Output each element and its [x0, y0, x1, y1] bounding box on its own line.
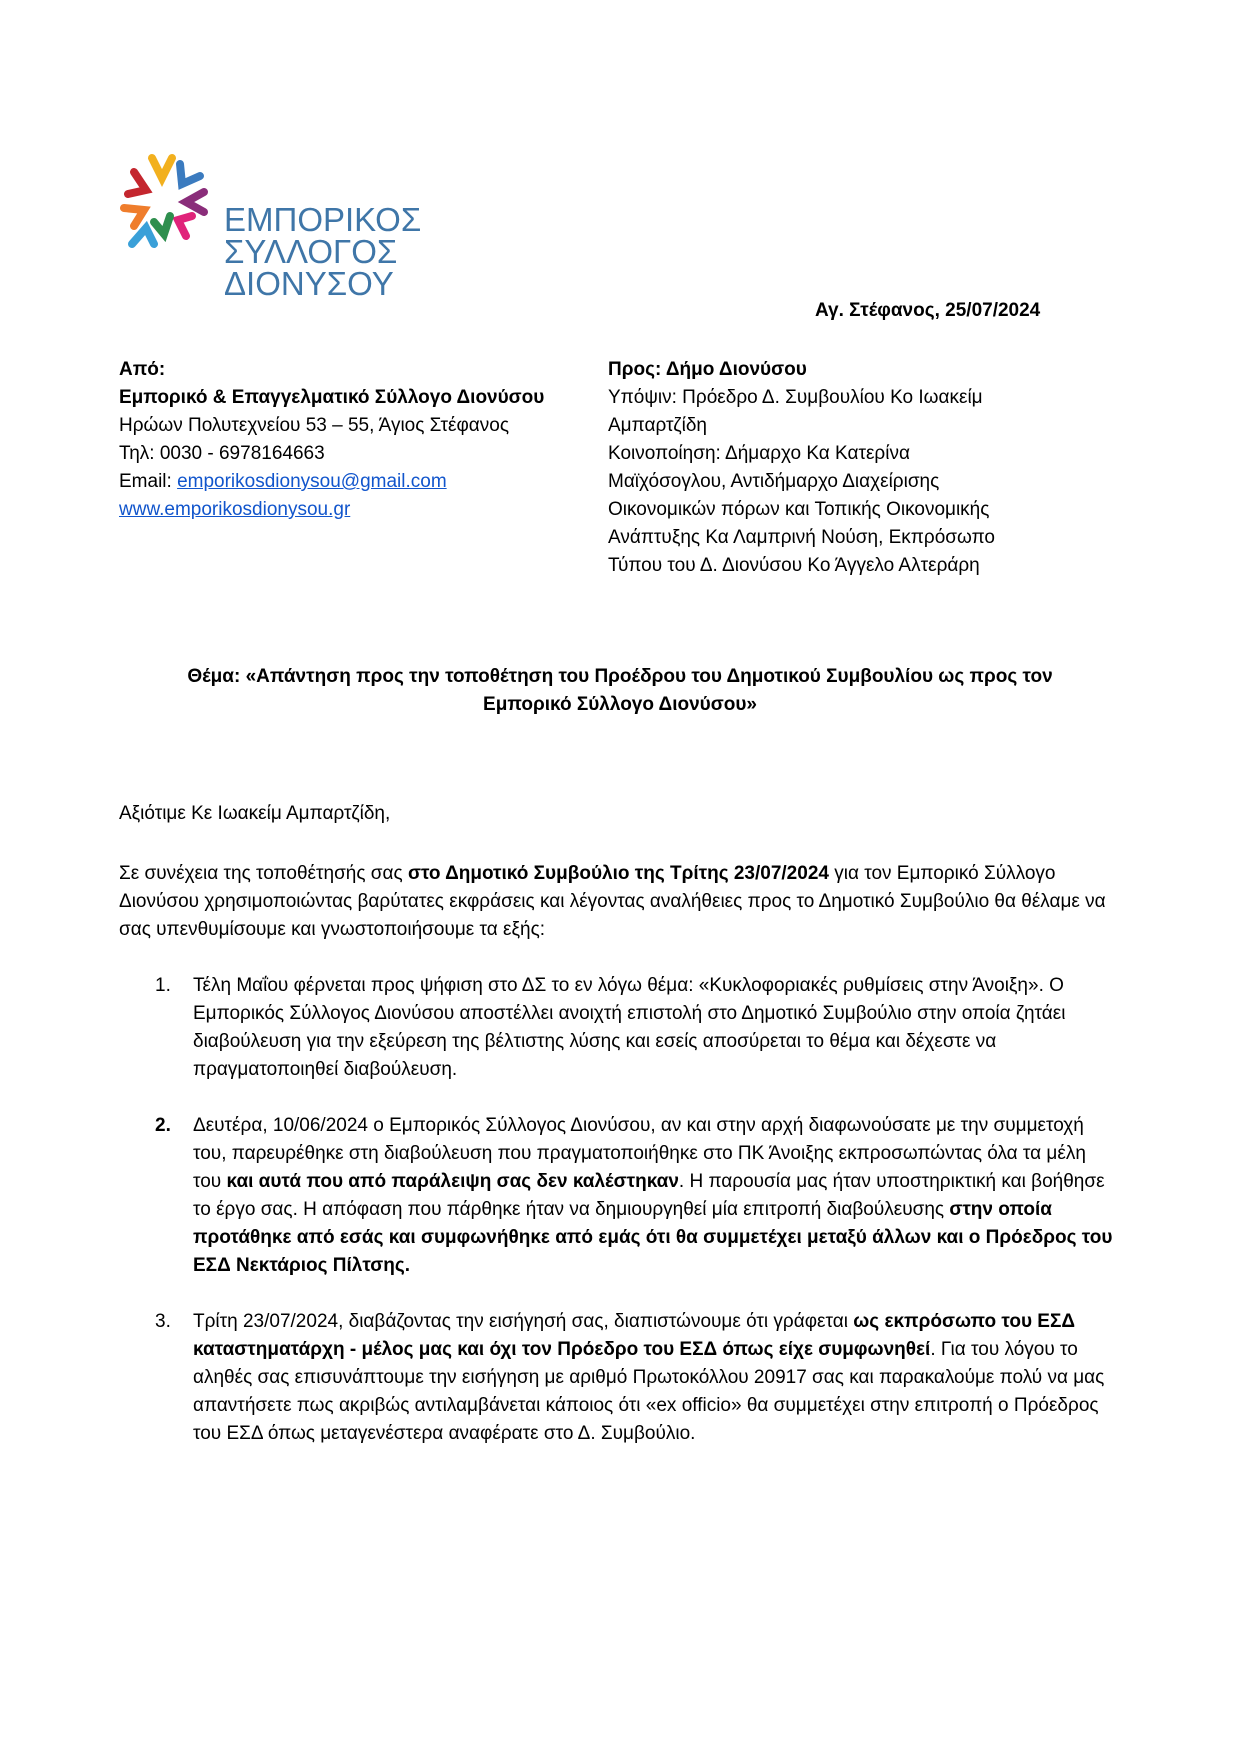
association-logo	[120, 150, 420, 300]
recipient-line: Κοινοποίηση: Δήμαρχο Κα Κατερίνα	[608, 443, 910, 464]
sender-block	[119, 356, 599, 524]
list-item	[155, 1112, 1115, 1280]
logo-line-3: ΔΙΟΝΥΣΟΥ	[224, 265, 394, 302]
intro-bold-text: στο Δημοτικό Συμβούλιο της Τρίτης 23/07/2024	[407, 863, 829, 884]
recipient-label: Προς: Δήμο Διονύσου	[608, 359, 807, 380]
list-item-number: 1.	[155, 975, 171, 996]
recipient-block	[608, 356, 1048, 580]
intro-text: Σε συνέχεια της τοποθέτησής σας	[119, 863, 408, 884]
intro-paragraph	[119, 860, 1119, 944]
recipient-line: Υπόψιν: Πρόεδρο Δ. Συμβουλίου Κο Ιωακείμ	[608, 387, 983, 408]
logo-line-2: ΣΥΛΛΟΓΟΣ	[224, 233, 398, 270]
logo-line-1: ΕΜΠΟΡΙΚΟΣ	[224, 201, 422, 238]
item-bold-text: και αυτά που από παράλειψη σας δεν καλέστηκαν	[226, 1171, 679, 1192]
list-item	[155, 1308, 1115, 1448]
colorful-chevrons-icon	[120, 150, 220, 260]
letter-date: Αγ. Στέφανος, 25/07/2024	[815, 300, 1041, 321]
list-item-text: Τέλη Μαΐου φέρνεται προς ψήφιση στο ΔΣ το εν λόγω θέμα: «Κυκλοφοριακές ρυθμίσεις στην Άνοιξη». Ο Εμπορικός Σύλλογος Διονύσου αποστέλλει ανοιχτή επιστολή στο Δημοτικό Συμβούλιο στην οποία ζητάει διαβούλευση για την εξεύρεση της βέλτιστης λύσης και εσείς αποσύρεται το θέμα και δέχεστε να πραγματοποιηθεί διαβούλευση.	[193, 975, 1066, 1080]
item-text: Τρίτη 23/07/2024, διαβάζοντας την εισήγησή σας, διαπιστώνουμε ότι γράφεται	[193, 1311, 854, 1332]
recipient-line: Τύπου του Δ. Διονύσου Κο Άγγελο Αλτεράρη	[608, 555, 980, 576]
subject-line-1: Θέμα: «Απάντηση προς την τοποθέτηση του Προέδρου του Δημοτικού Συμβουλίου ως προς τον	[187, 666, 1053, 687]
item-bold-text: ως εκπρόσωπο του ΕΣΔ καταστηματάρχη - μέλος μας και όχι τον Πρόεδρο του ΕΣΔ όπως είχε συμφωνηθεί	[193, 1311, 1076, 1360]
greeting: Αξιότιμε Κε Ιωακείμ Αμπαρτζίδη,	[119, 803, 391, 824]
email-link[interactable]: emporikosdionysou@gmail.com	[177, 471, 447, 492]
recipient-line: Ανάπτυξης Κα Λαμπρινή Νούση, Εκπρόσωπο	[608, 527, 995, 548]
item-text: . Για του λόγου το αληθές σας επισυνάπτουμε την εισήγηση με αριθμό Πρωτοκόλλου 20917 σας και παρακαλούμε πολύ να μας απαντήσετε πως ακριβώς αντιλαμβάνεται κάποιος ότι «ex officio» θα συμμετέχει στην επιτροπή ο Πρόεδρος του ΕΣΔ όπως μεταγενέστερα αναφέρατε στο Δ. Συμβούλιο.	[193, 1339, 1105, 1444]
item-text: Δευτέρα, 10/06/2024 ο Εμπορικός Σύλλογος Διονύσου, αν και στην αρχή διαφωνούσατε με την συμμετοχή του, παρευρέθηκε στη διαβούλευση που πραγματοποιήθηκε στο ΠΚ Άνοιξης εκπροσωπώντας όλα τα μέλη του	[193, 1115, 1086, 1192]
recipient-line: Οικονομικών πόρων και Τοπικής Οικονομικής	[608, 499, 990, 520]
sender-email-line	[119, 468, 599, 496]
intro-text: για τον Εμπορικό Σύλλογο Διονύσου χρησιμοποιώντας βαρύτατες εκφράσεις και λέγοντας αναλήθειες προς το Δημοτικό Συμβούλιο θα θέλαμε να σας υπενθυμίσουμε και γνωστοποιήσουμε τα εξής:	[119, 863, 1106, 940]
subject-line-2: Εμπορικό Σύλλογο Διονύσου»	[483, 694, 757, 715]
list-item	[155, 972, 1115, 1084]
item-text: . Η παρουσία μας ήταν υποστηρικτική και βοήθησε το έργο σας. Η απόφαση που πάρθηκε ήταν να δημιουργηθεί μία επιτροπή διαβούλευσης	[193, 1171, 1105, 1220]
recipient-line: Αμπαρτζίδη	[608, 415, 707, 436]
website-link[interactable]: www.emporikosdionysou.gr	[119, 499, 351, 520]
letter-subject	[140, 663, 1100, 719]
list-item-text	[193, 1112, 1115, 1280]
sender-phone: Τηλ: 0030 - 6978164663	[119, 443, 325, 464]
sender-label: Από:	[119, 359, 166, 380]
logo-text	[224, 201, 422, 302]
item-bold-text: στην οποία προτάθηκε από εσάς και συμφωνήθηκε από εμάς ότι θα συμμετέχει μεταξύ άλλων και ο Πρόεδρος του ΕΣΔ Νεκτάριος Πίλτσης.	[193, 1199, 1113, 1276]
sender-address: Ηρώων Πολυτεχνείου 53 – 55, Άγιος Στέφανος	[119, 415, 510, 436]
recipient-line: Μαϊχόσογλου, Αντιδήμαρχο Διαχείρισης	[608, 471, 940, 492]
list-item-number: 2.	[155, 1115, 171, 1136]
list-item-number: 3.	[155, 1311, 171, 1332]
sender-organization: Εμπορικό & Επαγγελματικό Σύλλογο Διονύσου	[119, 387, 545, 408]
email-label: Email:	[119, 471, 178, 492]
list-item-text	[193, 1308, 1115, 1448]
sender-website-line	[119, 496, 599, 524]
